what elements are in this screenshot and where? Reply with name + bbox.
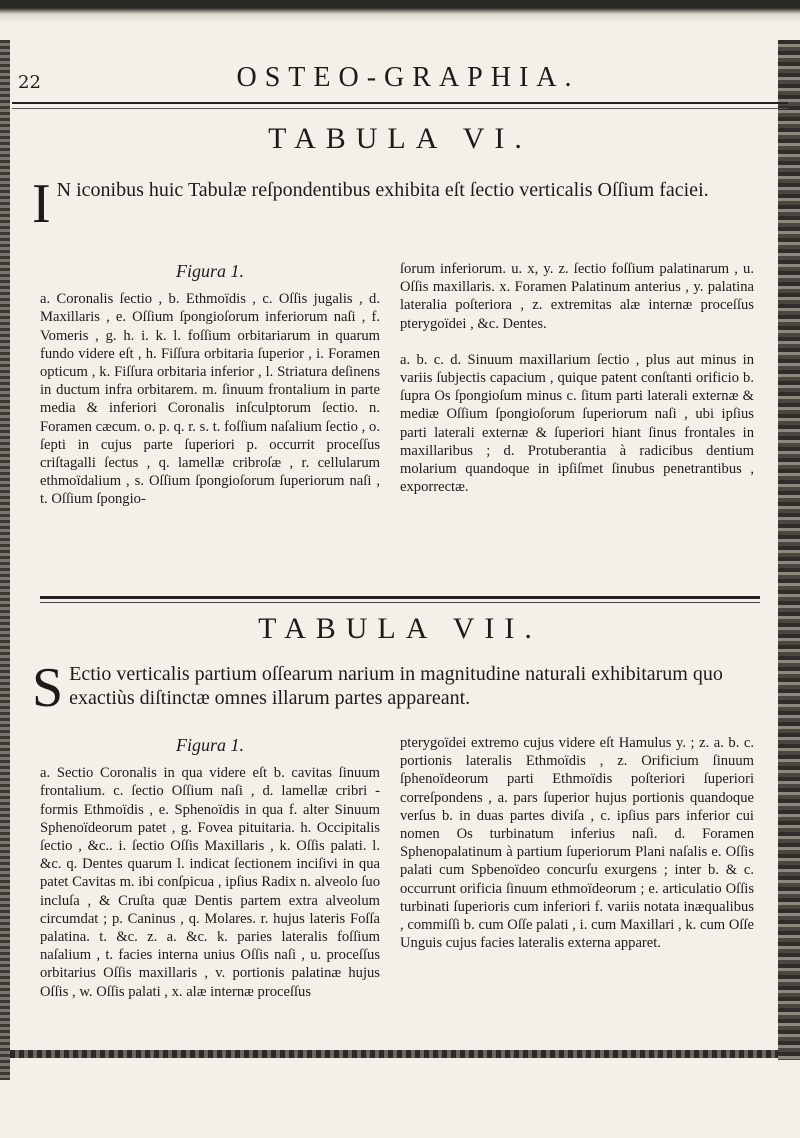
header-rule bbox=[12, 102, 788, 104]
tabula-6-right-column bbox=[400, 260, 754, 496]
tabula-6-figure-title: Figura 1. bbox=[175, 261, 244, 281]
tabula-7-right-column bbox=[400, 734, 754, 952]
tabula-7-intro bbox=[32, 657, 772, 719]
tabula-7-dropcap: S bbox=[32, 657, 64, 719]
running-head: OSTEO-GRAPHIA. bbox=[236, 62, 580, 93]
tabula-6-left-column bbox=[40, 262, 380, 509]
tabula-6-intro bbox=[32, 173, 772, 235]
header-rule-thin bbox=[12, 108, 788, 109]
left-scan-edge bbox=[0, 40, 10, 1080]
section-rule-thin bbox=[40, 602, 760, 603]
tabula-7-right-text: pterygoïdei extremo cujus videre eſt Hamulus y. ; z. a. b. c. portionis lateralis Ethmoïdis , z. Orificium ſinuum ſphenoïdeorum parti Ethmoïdis poſteriori ſuperiori correſpondens , a. pars ſuperior hujus portionis quandoque verſus b. in duas partes diviſa , c. ipſius pars inferior cui nomen Os turbinatum inferius naſi. d. Foramen Sphenopalatinum à partium ſuperiorum Plani naſalis e. Oſſis palati cum Spbenoïdeo concurſu exurgens ; inter b. & c. occurrunt orificia ſinuum ethmoïdeorum ; e. articulatio Oſſis turbinati ſuperioris cum inferiori f. variis notata inæqualibus , commiſſi b. cum Oſſe palati , i. cum Maxillari , k. cum Oſſe Unguis cujus facies lateralis externa apparet. bbox=[400, 735, 754, 952]
page-number: 22 bbox=[18, 72, 41, 93]
tabula-7-left-column bbox=[40, 736, 380, 1001]
tabula-6-left-text: a. Coronalis ſectio , b. Ethmoïdis , c. Oſſis jugalis , d. Maxillaris , e. Oſſium ſpongioſorum inferiorum naſi , f. Vomeris , g. h. i. k. l. foſſium orbitariarum in quarum fundo videre eſt , h. Fiſſura orbitaria ſuperior , i. Foramen opticum , k. Fiſſura orbitaria inferior , l. Striatura deſinens in ductum infra orbitarem. m. ſinuum frontalium in parte media & inferiori Coronalis inſculptorum ſectio. n. Foramen cæcum. o. p. q. r. s. t. foſſium naſalium ſectio , o. ſepti in cujus parte ſuperiori p. occurrit proceſſus criſtagalli ſectus , q. lamellæ cribroſæ , r. cellularum ethmoïdalium , s. Oſſium ſpongioſorum ſuperiorum naſi , t. Oſſium ſpongio- bbox=[40, 291, 380, 508]
tabula-7-left-text: a. Sectio Coronalis in qua videre eſt b. cavitas ſinuum frontalium. c. ſectio Oſſium naſi , d. lamellæ cribri - formis Ethmoïdis , e. Sphenoïdis in qua f. alter Sinuum Sphenoïdeorum patet , g. Fovea pituitaria. h. Occipitalis ſectio , &c.. i. ſectio Oſſis Maxillaris , k. Oſſis palati. l. &c. q. Dentes quarum l. indicat ſectionem inciſivi in qua patet Cavitas m. ibi conſpicua , ipſius Radix n. alveolo ſuo incluſa , & Cruſta quæ Dentis partem extra alveolum circumdat ; p. Caninus , q. Molares. r. hujus lateris Foſſa palatina. t. &c. z. a. &c. k. paries lateralis foſſium naſalium , t. facies interna unius Oſſis naſi , u. proceſſus orbitarius Oſſis maxillaris , v. portionis palatinæ hujus Oſſis , w. Oſſis palati , x. alæ internæ proceſſus bbox=[40, 765, 380, 1000]
right-scan-edge bbox=[778, 40, 800, 1060]
tabula-7-intro-text: Ectio verticalis partium oſſearum narium in magnitudine naturali exhibitarum quo exactiùs diſtinctæ omnes illarum partes appareant. bbox=[69, 663, 723, 709]
bottom-rule bbox=[10, 1050, 778, 1058]
tabula-6-intro-text: N iconibus huic Tabulæ reſpondentibus exhibita eſt ſectio verticalis Oſſium faciei. bbox=[56, 179, 709, 201]
tabula-6-title: TABULA VI. bbox=[268, 122, 532, 155]
section-rule bbox=[40, 596, 760, 599]
tabula-6-right-text-1: ſorum inferiorum. u. x, y. z. ſectio foſſium palatinarum , u. Oſſis maxillaris. x. Foramen Palatinum anterius , y. palatina lateralia poſteriora , z. extremitas alæ internæ proceſſus pterygoïdei , &c. Dentes. bbox=[400, 261, 754, 332]
top-scan-edge bbox=[0, 0, 800, 58]
tabula-7-title: TABULA VII. bbox=[258, 612, 542, 645]
tabula-7-figure-title: Figura 1. bbox=[175, 735, 244, 755]
tabula-6-right-text-2: a. b. c. d. Sinuum maxillarium ſectio , plus aut minus in variis ſubjectis capacium , quique patent conſtanti orificio b. ſupra Os ſpongioſum minus c. ſitum parti laterali externæ & mediæ Oſſium ſpongioſorum ſuperiorum naſi , ubi ipſius parti laterali externæ & ſuperiori hiant ſinus frontales in maxillaribus ; d. Protuberantia à radicibus dentium molarium quandoque in ipſiſmet ſinubus penetrantibus , exporrectæ. bbox=[400, 351, 754, 496]
tabula-6-dropcap: I bbox=[32, 173, 51, 235]
